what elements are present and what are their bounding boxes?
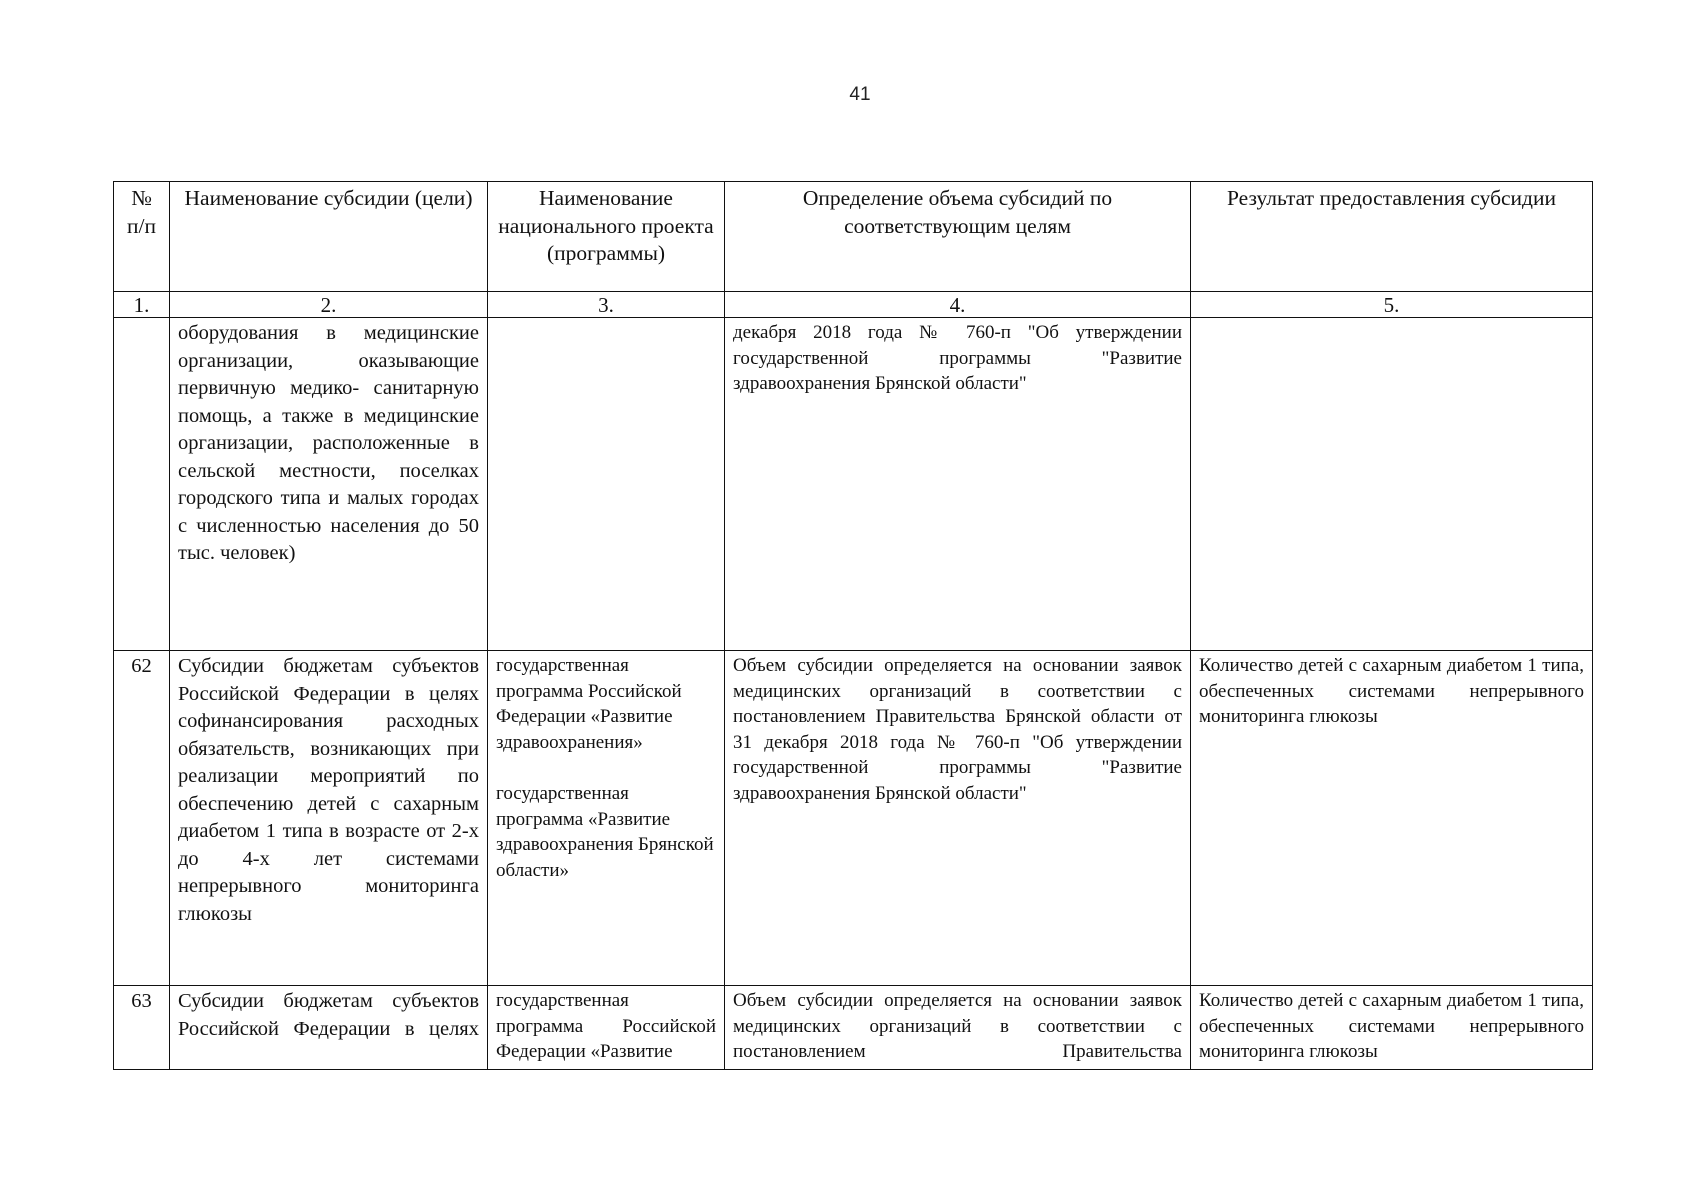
table-row (114, 651, 1593, 986)
column-number: 1. (114, 292, 170, 318)
result-cell: Количество детей с сахарным диабетом 1 типа, обеспеченных системами непрерывного мониторинга глюкозы (1191, 651, 1593, 986)
subsidy-name-cell: оборудования в медицинские организации, оказывающие первичную медико- санитарную помощь, а также в медицинские организации, расположенные в сельской местности, поселках городского типа и малых городах с численностью населения до 50 тыс. человек) (170, 318, 488, 651)
header-result: Результат предоставления субсидии (1191, 182, 1593, 292)
table-header-row (114, 182, 1593, 292)
page-number: 41 (849, 84, 871, 105)
column-number: 5. (1191, 292, 1593, 318)
project-cell (488, 651, 725, 986)
header-volume-definition: Определение объема субсидий по соответствующим целям (725, 182, 1191, 292)
column-number: 2. (170, 292, 488, 318)
header-national-project: Наименование национального проекта (программы) (488, 182, 725, 292)
row-number: 63 (114, 986, 170, 1070)
definition-cell: Объем субсидии определяется на основании заявок медицинских организаций в соответствии с постановлением Правительства Брянской области от 31 декабря 2018 года № 760-п "Об утверждении государственной программы "Развитие здравоохранения Брянской области" (725, 651, 1191, 986)
subsidy-table (113, 181, 1593, 1070)
column-number: 4. (725, 292, 1191, 318)
subsidy-name-cell: Субсидии бюджетам субъектов Российской Федерации в целях софинансирования расходных обязательств, возникающих при реализации мероприятий по обеспечению детей с сахарным диабетом 1 типа в возрасте от 2-х до 4-х лет системами непрерывного мониторинга глюкозы (170, 651, 488, 986)
header-number: № п/п (114, 182, 170, 292)
definition-cell: декабря 2018 года № 760-п "Об утверждении государственной программы "Развитие здравоохранения Брянской области" (725, 318, 1191, 651)
project-text-secondary: государственная программа «Развитие здравоохранения Брянской области» (496, 783, 714, 881)
row-number (114, 318, 170, 651)
result-cell: Количество детей с сахарным диабетом 1 типа, обеспеченных системами непрерывного мониторинга глюкозы (1191, 986, 1593, 1070)
row-number: 62 (114, 651, 170, 986)
project-text: государственная программа Российской Федерации «Развитие (496, 990, 716, 1062)
result-cell (1191, 318, 1593, 651)
table-row (114, 986, 1593, 1070)
subsidy-name-cell: Субсидии бюджетам субъектов Российской Федерации в целях (170, 986, 488, 1070)
column-number-row (114, 292, 1593, 318)
project-cell (488, 986, 725, 1070)
column-number: 3. (488, 292, 725, 318)
project-cell (488, 318, 725, 651)
project-text: государственная программа Российской Федерации «Развитие здравоохранения» (496, 655, 682, 753)
table-row (114, 318, 1593, 651)
header-subsidy-name: Наименование субсидии (цели) (170, 182, 488, 292)
definition-cell: Объем субсидии определяется на основании заявок медицинских организаций в соответствии с постановлением Правительства (725, 986, 1191, 1070)
